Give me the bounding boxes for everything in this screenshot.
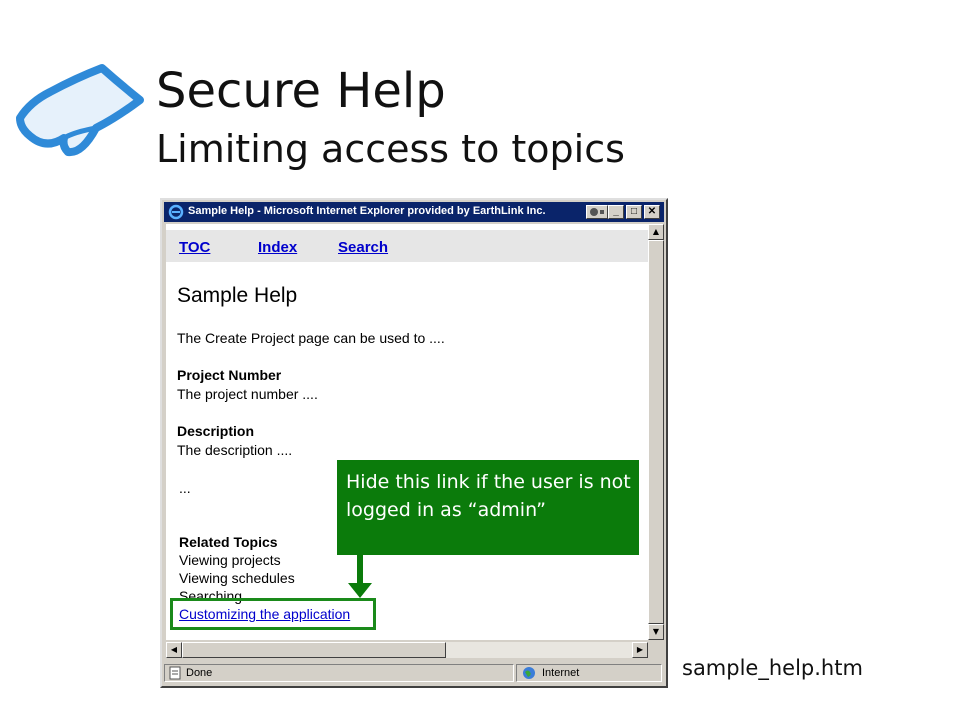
related-topics-heading: Related Topics [179,534,278,550]
intro-text: The Create Project page can be used to .... [177,330,445,346]
toc-link[interactable]: TOC [179,239,211,256]
description-heading: Description [177,423,255,439]
index-link[interactable]: Index [258,239,298,256]
search-link[interactable]: Search [338,239,389,256]
globe-icon [522,666,536,680]
vertical-scrollbar[interactable] [648,224,664,640]
scroll-right-arrow-icon[interactable]: ▶ [632,642,648,658]
browser-window [160,198,668,688]
help-nav-bar [166,230,648,262]
paper-sheet-logo-icon [16,62,146,162]
internet-explorer-icon [168,204,184,220]
customizing-application-link[interactable]: Customizing the application [179,606,351,622]
status-bar [164,662,664,684]
down-arrow-icon [346,555,374,599]
related-link-viewing-projects[interactable]: Viewing projects [179,552,281,568]
close-button[interactable]: ✕ [644,205,660,219]
slide-title: Secure Help [156,63,446,119]
maximize-button[interactable]: □ [626,205,642,219]
window-titlebar[interactable] [164,202,664,222]
slide-subtitle: Limiting access to topics [156,127,625,171]
ellipsis-text: ... [179,480,191,496]
page-icon [168,666,182,680]
related-link-viewing-schedules[interactable]: Viewing schedules [179,570,295,586]
horizontal-scroll-thumb[interactable] [182,642,446,658]
status-pane-main [164,664,514,682]
status-pane-zone [516,664,662,682]
scroll-up-arrow-icon[interactable]: ▲ [648,224,664,240]
scroll-left-arrow-icon[interactable]: ◀ [166,642,182,658]
description-text: The description .... [177,442,293,458]
status-text: Done [186,667,213,679]
horizontal-scrollbar[interactable] [166,642,648,658]
page-content [166,224,648,640]
related-link-searching[interactable]: Searching [179,588,243,604]
callout-box: Hide this link if the user is not logged in as “admin” [337,460,639,555]
help-page-heading: Sample Help [177,284,298,307]
zone-text: Internet [542,667,580,679]
project-number-text: The project number .... [177,386,318,402]
filename-caption: sample_help.htm [682,656,863,680]
window-title: Sample Help - Microsoft Internet Explorer provided by EarthLink Inc. [188,205,546,217]
minimize-button[interactable]: _ [608,205,624,219]
vertical-scroll-thumb[interactable] [648,240,664,624]
ie-throbber-icon [586,205,608,219]
project-number-heading: Project Number [177,367,282,383]
scroll-down-arrow-icon[interactable]: ▼ [648,624,664,640]
